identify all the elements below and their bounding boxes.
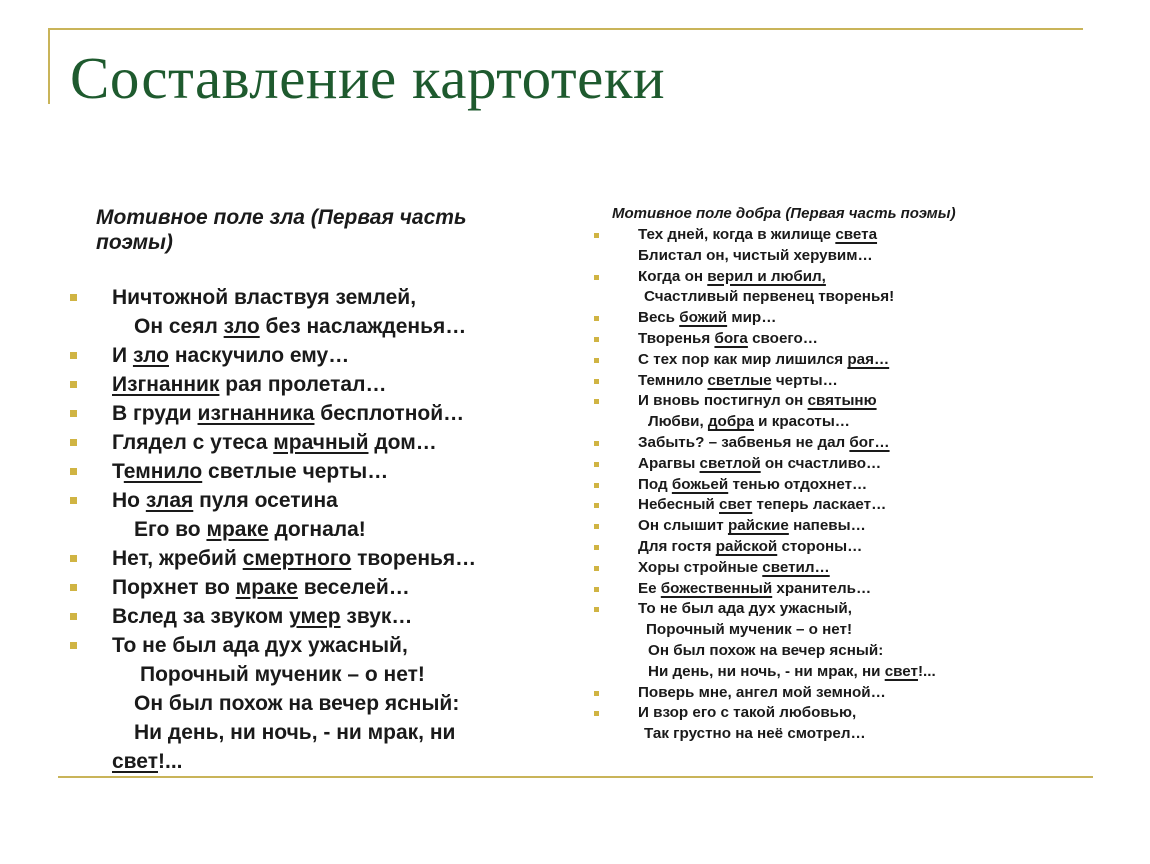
square-bullet-icon	[594, 711, 599, 716]
poem-list-item	[594, 703, 1094, 724]
text-segment: напевы…	[788, 517, 866, 535]
square-bullet-icon	[594, 379, 599, 384]
underlined-motif-word: свет	[112, 750, 158, 773]
square-bullet-icon	[70, 555, 77, 562]
text-segment: В груди	[112, 402, 198, 425]
poem-continuation-line	[594, 620, 1094, 641]
underlined-motif-word: емнило	[123, 460, 203, 483]
text-segment: Ее	[638, 579, 661, 597]
square-bullet-icon	[594, 524, 599, 529]
square-bullet-icon	[594, 399, 599, 404]
poem-line-text	[648, 662, 936, 683]
poem-line-text	[112, 573, 410, 602]
square-bullet-icon	[594, 607, 599, 612]
poem-line-text	[638, 225, 877, 246]
text-segment: Порочный мученик – о нет!	[646, 621, 853, 639]
right-column-heading: Мотивное поле добра (Первая часть поэмы)	[612, 205, 956, 222]
text-segment: Его во	[134, 518, 207, 541]
underlined-motif-word: изгнанника	[197, 402, 315, 425]
left-decorative-rule	[48, 28, 50, 104]
underlined-motif-word: светлой	[699, 454, 761, 472]
underlined-motif-word: бог…	[849, 433, 890, 451]
text-segment: догнала!	[268, 518, 366, 541]
poem-list-item	[594, 308, 1094, 329]
square-bullet-icon	[70, 642, 77, 649]
poem-line-text	[646, 620, 852, 641]
text-segment: То не был ада дух ужасный,	[638, 600, 852, 618]
poem-line-text	[638, 350, 889, 371]
poem-continuation-line	[594, 287, 1094, 308]
square-bullet-icon	[594, 587, 599, 592]
text-segment: Поверь мне, ангел мой земной…	[638, 683, 886, 701]
poem-line-text	[638, 516, 866, 537]
poem-line-text	[638, 391, 877, 412]
text-segment: Любви,	[648, 413, 708, 431]
square-bullet-icon	[70, 410, 77, 417]
text-segment: пуля осетина	[193, 489, 338, 512]
bottom-decorative-rule	[58, 776, 1093, 778]
poem-continuation-line	[70, 312, 570, 341]
square-bullet-icon	[594, 566, 599, 571]
poem-list-item	[70, 486, 570, 515]
good-motif-list	[594, 225, 1094, 745]
text-segment: Под	[638, 475, 672, 493]
underlined-motif-word: райской	[715, 537, 778, 555]
square-bullet-icon	[594, 233, 599, 238]
text-segment: Но	[112, 489, 146, 512]
poem-line-text	[112, 283, 416, 312]
square-bullet-icon	[594, 483, 599, 488]
text-segment: Небесный	[638, 496, 719, 514]
poem-line-text	[638, 495, 886, 516]
text-segment: То не был ада дух ужасный,	[112, 634, 408, 657]
text-segment: веселей…	[297, 576, 410, 599]
square-bullet-icon	[594, 503, 599, 508]
text-segment: он счастливо…	[760, 454, 882, 472]
poem-list-item	[594, 371, 1094, 392]
square-bullet-icon	[594, 462, 599, 467]
text-segment: Весь	[638, 309, 680, 327]
underlined-motif-word: святыню	[807, 392, 877, 410]
text-segment: мир…	[727, 309, 777, 327]
square-bullet-icon	[594, 441, 599, 446]
underlined-motif-word: злая	[145, 489, 194, 512]
text-segment: И взор его с такой любовью,	[638, 704, 857, 722]
text-segment: Нет, жребий	[112, 547, 243, 570]
poem-continuation-line	[70, 515, 570, 544]
text-segment: Он слышит	[638, 517, 728, 535]
slide-title: Составление картотеки	[70, 45, 666, 111]
underlined-motif-word: божий	[679, 309, 728, 327]
poem-line-text	[140, 660, 425, 689]
poem-list-item	[594, 391, 1094, 412]
poem-line-text	[112, 399, 464, 428]
square-bullet-icon	[70, 468, 77, 475]
poem-list-item	[70, 544, 570, 573]
text-segment: Порочный мученик – о нет!	[140, 663, 425, 686]
text-segment: творенья…	[351, 547, 477, 570]
text-segment: хранитель…	[772, 579, 872, 597]
poem-line-text	[638, 433, 890, 454]
square-bullet-icon	[70, 439, 77, 446]
underlined-motif-word: свет	[884, 662, 918, 680]
poem-continuation-line	[70, 660, 570, 689]
poem-continuation-line	[594, 246, 1094, 267]
square-bullet-icon	[594, 275, 599, 280]
square-bullet-icon	[594, 316, 599, 321]
poem-continuation-line	[594, 662, 1094, 683]
underlined-motif-word: зло	[223, 315, 260, 338]
poem-line-text	[112, 631, 408, 660]
underlined-motif-word: умер	[289, 605, 341, 628]
poem-list-item	[594, 495, 1094, 516]
poem-line-text	[638, 558, 830, 579]
text-segment: звук…	[340, 605, 413, 628]
underlined-motif-word: зло	[132, 344, 169, 367]
poem-line-text	[644, 724, 866, 745]
text-segment: без наслажденья…	[259, 315, 467, 338]
poem-line-text	[648, 412, 850, 433]
poem-list-item	[594, 579, 1094, 600]
poem-line-text	[112, 544, 476, 573]
underlined-motif-word: светил…	[762, 558, 830, 576]
poem-line-text	[134, 689, 459, 718]
square-bullet-icon	[594, 358, 599, 363]
poem-line-text	[112, 486, 338, 515]
poem-line-text	[112, 341, 349, 370]
poem-line-text	[112, 428, 437, 457]
text-segment: Он был похож на вечер ясный:	[648, 641, 884, 659]
poem-list-item	[594, 516, 1094, 537]
poem-line-text	[638, 329, 818, 350]
text-segment: Арагвы	[638, 454, 700, 472]
text-segment: Он был похож на вечер ясный:	[134, 692, 460, 715]
square-bullet-icon	[70, 613, 77, 620]
text-segment: Ни день, ни ночь, - ни мрак, ни	[648, 662, 885, 680]
text-segment: Хоры стройные	[638, 558, 763, 576]
text-segment: Творенья	[638, 329, 715, 347]
text-segment: Т	[112, 460, 124, 483]
underlined-motif-word: райские	[727, 517, 789, 535]
text-segment: черты…	[771, 371, 838, 389]
poem-line-text	[638, 246, 873, 267]
text-segment: дом…	[368, 431, 437, 454]
poem-list-item	[594, 350, 1094, 371]
poem-list-item	[594, 475, 1094, 496]
square-bullet-icon	[594, 545, 599, 550]
square-bullet-icon	[70, 497, 77, 504]
text-segment: Тех дней, когда в жилище	[638, 226, 836, 243]
poem-list-item	[594, 433, 1094, 454]
poem-list-item	[594, 599, 1094, 620]
poem-list-item	[70, 457, 570, 486]
top-decorative-rule	[48, 28, 1083, 30]
poem-list-item	[70, 341, 570, 370]
poem-line-text	[112, 747, 183, 776]
text-segment: стороны…	[777, 537, 863, 555]
poem-list-item	[594, 537, 1094, 558]
poem-list-item	[70, 370, 570, 399]
left-column-heading: Мотивное поле зла (Первая часть поэмы)	[96, 206, 467, 254]
underlined-motif-word: светлые	[707, 371, 772, 389]
text-segment: Блистал он, чистый херувим…	[638, 246, 873, 264]
text-segment: !...	[917, 662, 936, 680]
underlined-motif-word: свет	[719, 496, 753, 514]
poem-line-text	[638, 703, 856, 724]
text-segment: И вновь постигнул он	[638, 392, 808, 410]
underlined-motif-word: бога	[714, 329, 748, 347]
evil-motif-list	[70, 283, 570, 776]
poem-line-text	[134, 718, 455, 747]
text-segment: И	[112, 344, 133, 367]
text-segment: Когда он	[638, 267, 708, 285]
text-segment: и красоты…	[753, 413, 850, 431]
text-segment: Порхнет во	[112, 576, 236, 599]
poem-list-item	[594, 683, 1094, 704]
poem-continuation-line	[70, 689, 570, 718]
poem-line-text	[638, 267, 826, 288]
poem-list-item	[594, 329, 1094, 350]
text-segment: Глядел с утеса	[112, 431, 274, 454]
poem-line-text	[638, 475, 867, 496]
poem-line-text	[638, 579, 871, 600]
poem-list-item	[70, 631, 570, 660]
text-segment: теперь ласкает…	[752, 496, 887, 514]
text-segment: Так грустно на неё смотрел…	[644, 725, 866, 743]
poem-list-item	[594, 225, 1094, 246]
poem-continuation-line	[594, 641, 1094, 662]
underlined-motif-word: божественный	[660, 579, 773, 597]
poem-line-text	[134, 515, 366, 544]
poem-line-text	[638, 683, 886, 704]
poem-line-text	[112, 602, 412, 631]
poem-line-text	[644, 287, 894, 308]
underlined-motif-word: мраке	[206, 518, 269, 541]
text-segment: Для гостя	[638, 537, 716, 555]
text-segment: С тех пор как мир лишился	[638, 350, 848, 368]
poem-line-text	[648, 641, 883, 662]
poem-continuation-line	[70, 747, 570, 776]
poem-line-text	[638, 599, 852, 620]
poem-line-text	[638, 454, 881, 475]
text-segment: бесплотной…	[314, 402, 465, 425]
poem-line-text	[112, 370, 386, 399]
text-segment: !...	[158, 750, 183, 773]
text-segment: Ничтожной властвуя землей,	[112, 286, 417, 309]
underlined-motif-word: мраке	[235, 576, 298, 599]
underlined-motif-word: верил и любил,	[707, 267, 826, 285]
text-segment: своего…	[747, 329, 818, 347]
text-segment: светлые черты…	[202, 460, 389, 483]
square-bullet-icon	[70, 294, 77, 301]
square-bullet-icon	[594, 337, 599, 342]
text-segment: Темнило	[638, 371, 708, 389]
square-bullet-icon	[594, 691, 599, 696]
poem-list-item	[594, 558, 1094, 579]
underlined-motif-word: света	[835, 226, 878, 243]
text-segment: Ни день, ни ночь, - ни мрак, ни	[134, 721, 456, 744]
poem-list-item	[594, 267, 1094, 288]
underlined-motif-word: смертного	[242, 547, 352, 570]
poem-line-text	[638, 371, 838, 392]
poem-continuation-line	[594, 412, 1094, 433]
poem-continuation-line	[70, 718, 570, 747]
underlined-motif-word: добра	[707, 413, 754, 431]
poem-list-item	[70, 428, 570, 457]
poem-list-item	[70, 573, 570, 602]
underlined-motif-word: Изгнанник	[112, 373, 220, 396]
poem-line-text	[134, 312, 466, 341]
text-segment: Он сеял	[134, 315, 224, 338]
text-segment: Счастливый первенец творенья!	[644, 288, 895, 306]
text-segment: тенью отдохнет…	[728, 475, 868, 493]
poem-list-item	[70, 399, 570, 428]
square-bullet-icon	[70, 381, 77, 388]
text-segment: наскучило ему…	[169, 344, 350, 367]
underlined-motif-word: божьей	[671, 475, 729, 493]
poem-line-text	[638, 308, 776, 329]
underlined-motif-word: рая…	[847, 350, 890, 368]
underlined-motif-word: мрачный	[273, 431, 369, 454]
poem-list-item	[70, 602, 570, 631]
square-bullet-icon	[70, 352, 77, 359]
text-segment: Вслед за звуком	[112, 605, 290, 628]
poem-line-text	[638, 537, 862, 558]
poem-continuation-line	[594, 724, 1094, 745]
text-segment: рая пролетал…	[219, 373, 387, 396]
poem-list-item	[70, 283, 570, 312]
text-segment: Забыть? – забвенья не дал	[638, 433, 850, 451]
poem-list-item	[594, 454, 1094, 475]
poem-line-text	[112, 457, 388, 486]
square-bullet-icon	[70, 584, 77, 591]
